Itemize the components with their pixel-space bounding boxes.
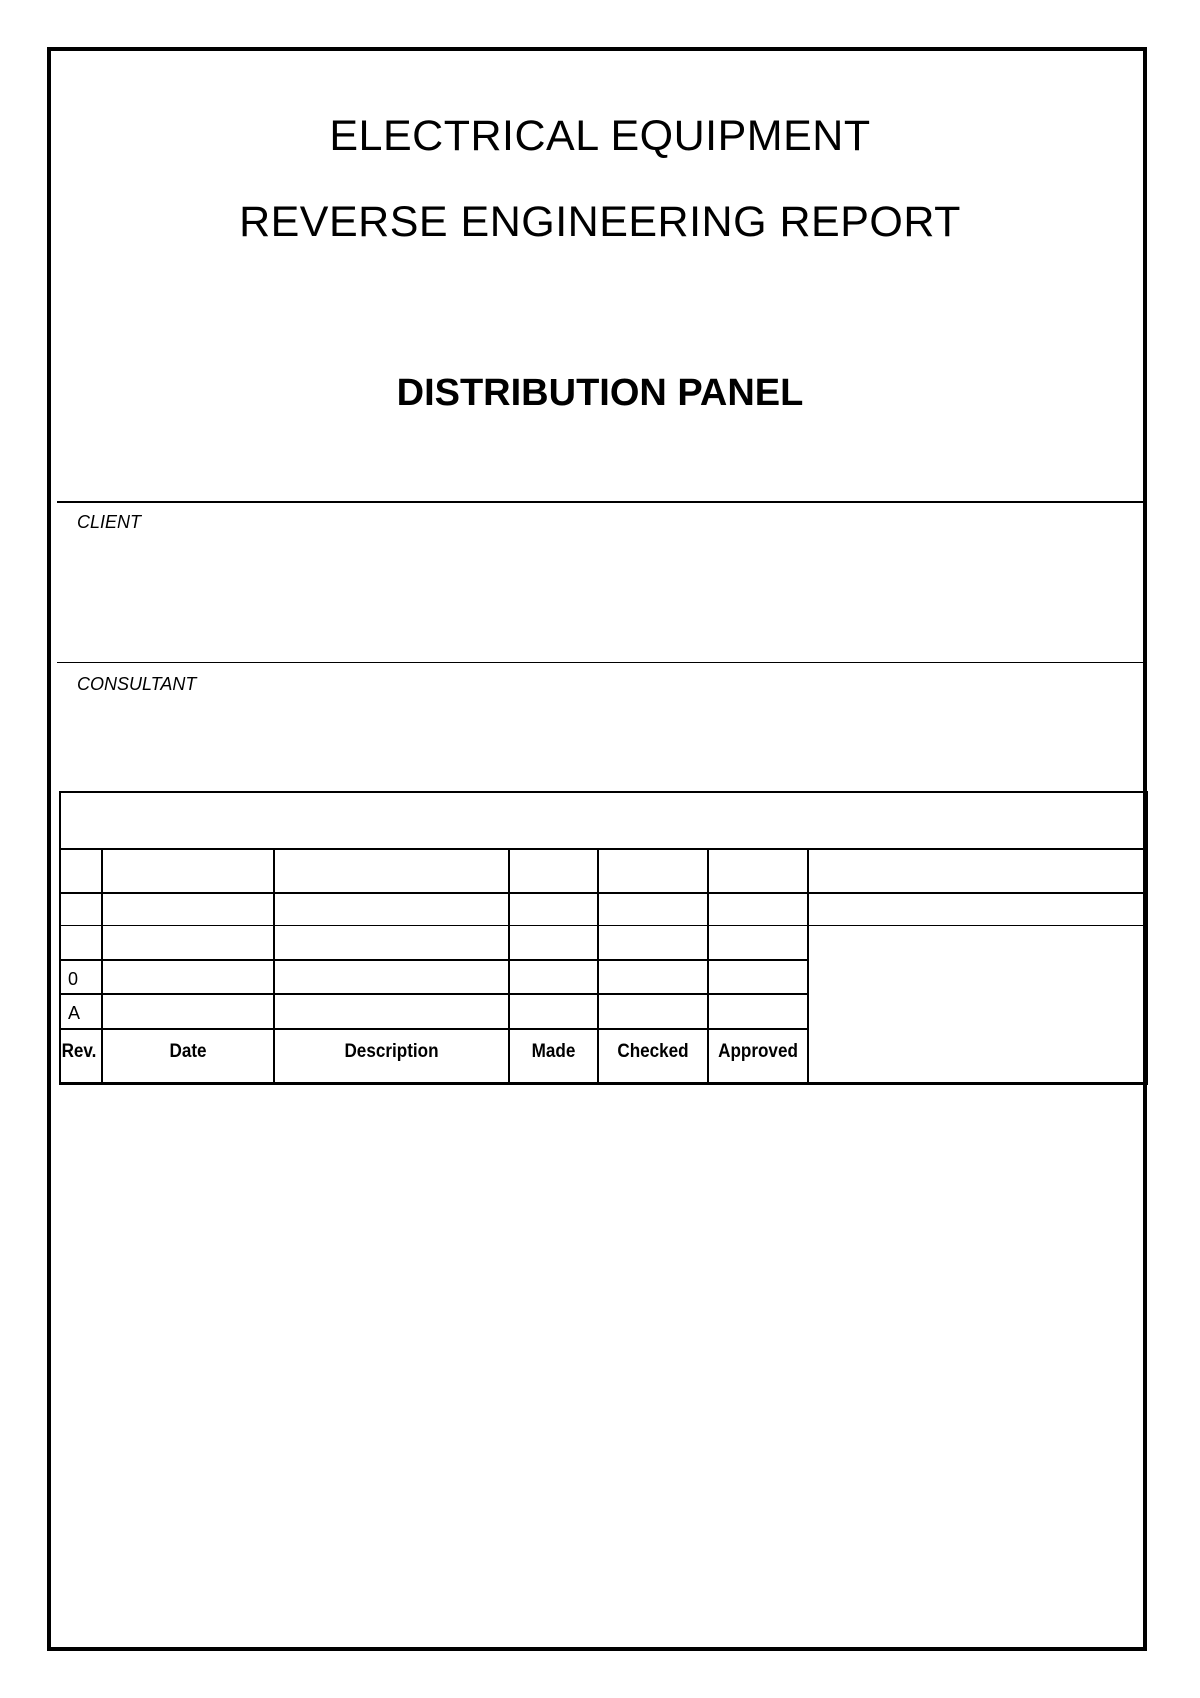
header-rev: Rev. xyxy=(61,1041,97,1062)
table-col-line xyxy=(807,848,809,1084)
revision-number-0: 0 xyxy=(68,969,79,989)
table-col-line xyxy=(508,848,510,1084)
table-row-line xyxy=(59,1028,808,1030)
revision-number-a: A xyxy=(68,1003,81,1023)
table-col-line xyxy=(101,848,103,1084)
header-checked: Checked xyxy=(617,1041,689,1062)
title-line-2: REVERSE ENGINEERING REPORT xyxy=(239,198,961,246)
table-col-line xyxy=(597,848,599,1084)
table-row-line xyxy=(59,925,1148,926)
table-col-line xyxy=(707,848,709,1084)
table-row-line xyxy=(59,848,1148,850)
table-col-line xyxy=(273,848,275,1084)
document-subtitle: DISTRIBUTION PANEL xyxy=(396,372,804,414)
table-row-line xyxy=(59,892,1148,894)
header-description: Description xyxy=(344,1041,439,1062)
revision-table xyxy=(51,51,1143,1647)
consultant-label: CONSULTANT xyxy=(77,674,197,694)
table-row-line xyxy=(59,993,808,995)
client-label: CLIENT xyxy=(77,512,142,532)
header-date: Date xyxy=(169,1041,207,1062)
table-row-line xyxy=(59,959,808,961)
title-line-1: ELECTRICAL EQUIPMENT xyxy=(329,112,871,160)
header-made: Made xyxy=(531,1041,576,1062)
header-approved: Approved xyxy=(718,1041,798,1062)
